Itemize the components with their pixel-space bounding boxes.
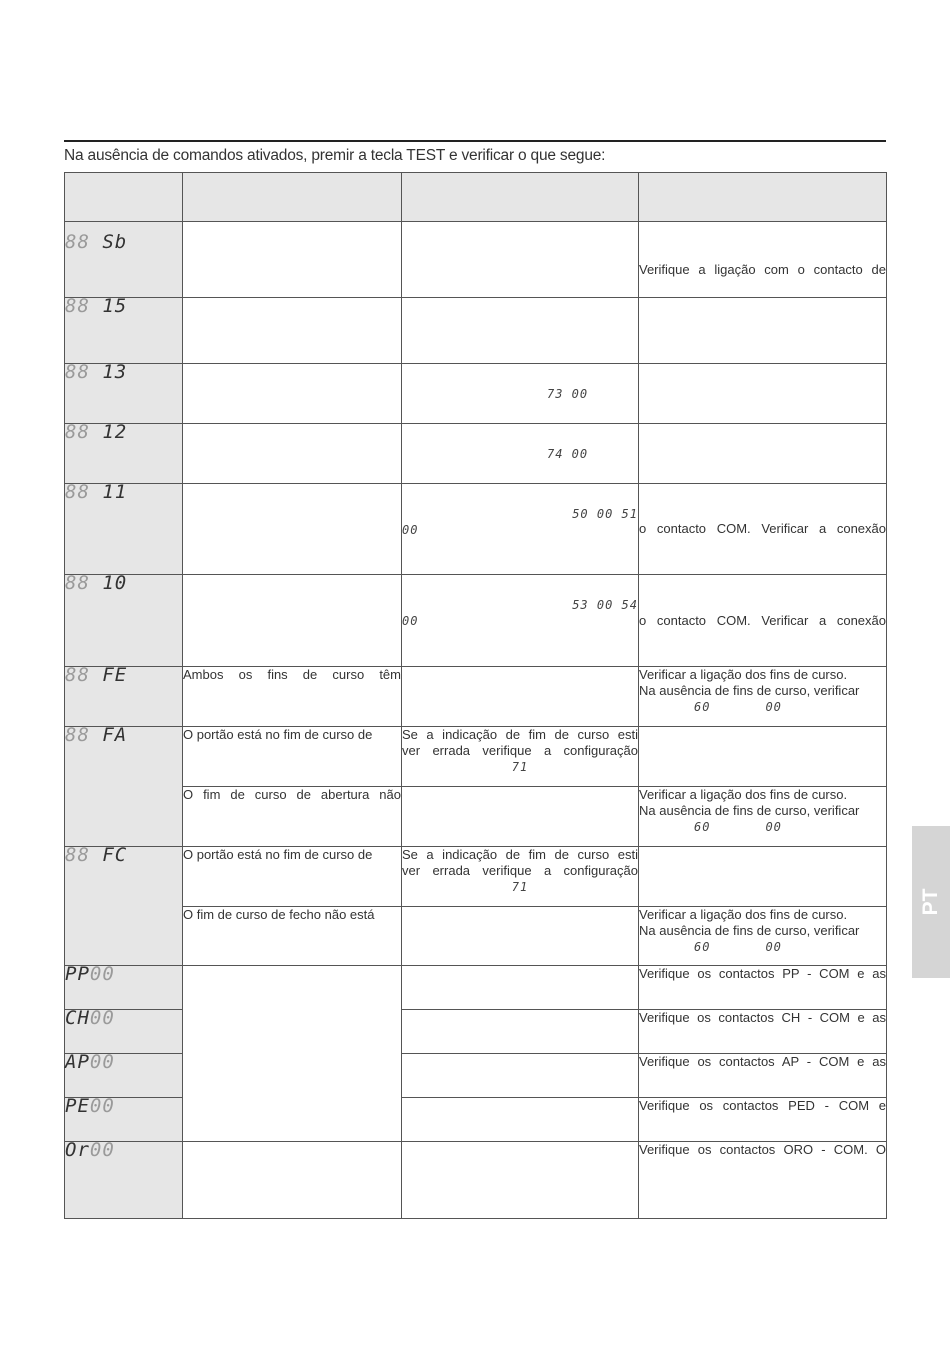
description-cell: O fim de curso de abertura não	[183, 787, 402, 847]
table-row	[65, 907, 887, 966]
solution-cell	[402, 298, 639, 364]
table-row	[65, 727, 887, 787]
display-code-10: 88 10	[65, 575, 183, 667]
description-cell	[183, 1142, 402, 1219]
table-row	[65, 484, 887, 575]
solution-cell: 73 00	[402, 364, 639, 424]
solution-cell	[402, 1098, 639, 1142]
display-code-11: 88 11	[65, 484, 183, 575]
language-tab	[912, 826, 950, 978]
check-cell: Verificar a ligação dos fins de curso. Na ausência de fins de curso, verificar 60 00	[639, 787, 887, 847]
display-code-fa: 88 FA	[65, 727, 183, 847]
header-check	[639, 173, 887, 222]
solution-cell	[402, 966, 639, 1010]
description-cell: O fim de curso de fecho não está	[183, 907, 402, 966]
description-cell	[183, 966, 402, 1142]
description-cell: O portão está no fim de curso de	[183, 847, 402, 907]
table-row	[65, 966, 887, 1010]
solution-cell: 50 00 51 00	[402, 484, 639, 575]
solution-cell	[402, 1142, 639, 1219]
display-code-12: 88 12	[65, 424, 183, 484]
check-cell	[639, 424, 887, 484]
display-code-15: 88 15	[65, 298, 183, 364]
check-cell: Verifique os contactos AP - COM e as	[639, 1054, 887, 1098]
table-row	[65, 222, 887, 298]
check-cell	[639, 727, 887, 787]
display-code-fc: 88 FC	[65, 847, 183, 966]
display-code-fe: 88 FE	[65, 667, 183, 727]
check-cell: Verifique os contactos CH - COM e as	[639, 1010, 887, 1054]
display-code-pe: PE00	[65, 1098, 183, 1142]
check-cell: Verifique os contactos PP - COM e as	[639, 966, 887, 1010]
table-row	[65, 575, 887, 667]
solution-cell	[402, 1010, 639, 1054]
table-row	[65, 424, 887, 484]
solution-cell: Se a indicação de fim de curso esti ver errada verifique a configuração 71	[402, 727, 639, 787]
display-code-13: 88 13	[65, 364, 183, 424]
description-cell	[183, 364, 402, 424]
display-code-ap: AP00	[65, 1054, 183, 1098]
check-cell: Verifique os contactos ORO - COM. O	[639, 1142, 887, 1219]
solution-cell	[402, 667, 639, 727]
description-cell: O portão está no fim de curso de	[183, 727, 402, 787]
solution-cell	[402, 1054, 639, 1098]
top-rule	[64, 140, 886, 142]
header-solution	[402, 173, 639, 222]
solution-cell: 53 00 54 00	[402, 575, 639, 667]
table-row	[65, 364, 887, 424]
display-code-or: Or00	[65, 1142, 183, 1219]
check-cell: o contacto COM. Verificar a conexão	[639, 575, 887, 667]
description-cell	[183, 484, 402, 575]
description-cell	[183, 222, 402, 298]
language-tab-label: PT	[919, 888, 942, 916]
diagnostics-table	[64, 172, 887, 1219]
solution-cell	[402, 787, 639, 847]
check-cell: o contacto COM. Verificar a conexão	[639, 484, 887, 575]
table-row	[65, 847, 887, 907]
check-cell	[639, 298, 887, 364]
description-cell	[183, 298, 402, 364]
description-cell	[183, 575, 402, 667]
table-row	[65, 667, 887, 727]
table-row	[65, 1142, 887, 1219]
display-code-ch: CH00	[65, 1010, 183, 1054]
check-cell: Verificar a ligação dos fins de curso. Na ausência de fins de curso, verificar 60 00	[639, 667, 887, 727]
display-code-sb: 88 Sb	[65, 222, 183, 298]
header-description	[183, 173, 402, 222]
table-header-row	[65, 173, 887, 222]
solution-cell: Se a indicação de fim de curso esti ver errada verifique a configuração 71	[402, 847, 639, 907]
description-cell: Ambos os fins de curso têm	[183, 667, 402, 727]
table-row	[65, 787, 887, 847]
check-cell	[639, 847, 887, 907]
description-cell	[183, 424, 402, 484]
intro-text: Na ausência de comandos ativados, premir a tecla TEST e verificar o que segue:	[64, 147, 606, 164]
solution-cell	[402, 222, 639, 298]
header-display	[65, 173, 183, 222]
table-row	[65, 298, 887, 364]
display-code-pp: PP00	[65, 966, 183, 1010]
solution-cell	[402, 907, 639, 966]
check-cell: Verifique os contactos PED - COM e	[639, 1098, 887, 1142]
check-cell	[639, 364, 887, 424]
check-cell: Verificar a ligação dos fins de curso. Na ausência de fins de curso, verificar 60 00	[639, 907, 887, 966]
solution-cell: 74 00	[402, 424, 639, 484]
check-cell: Verifique a ligação com o contacto de	[639, 222, 887, 298]
